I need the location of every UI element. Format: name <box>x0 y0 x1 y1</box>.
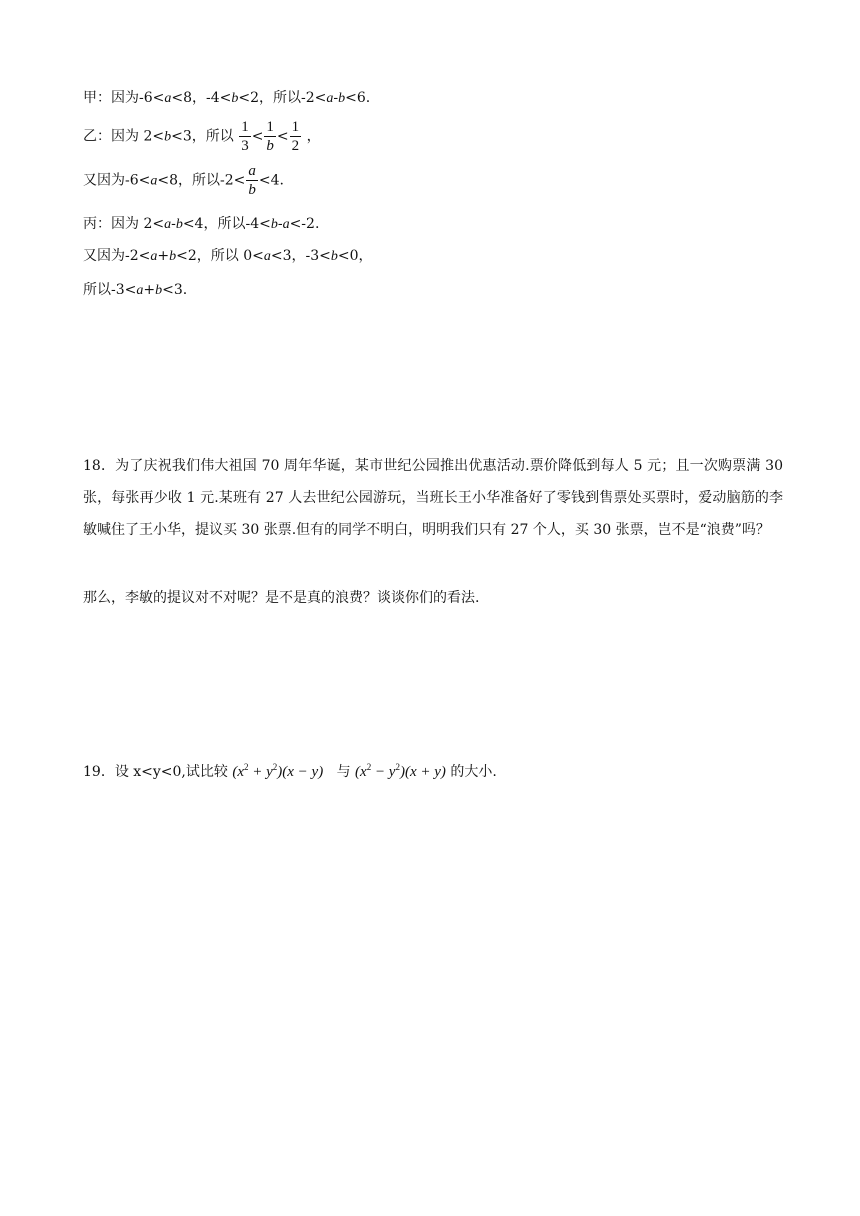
var: a <box>263 249 271 264</box>
text: 丙：因为 2< <box>83 216 165 232</box>
var: a <box>150 249 158 264</box>
var: b <box>175 217 183 232</box>
fraction <box>239 118 251 155</box>
text: - <box>171 216 176 232</box>
text: + <box>143 282 156 298</box>
denominator: b <box>266 138 274 154</box>
text: + <box>157 248 170 264</box>
line-jia <box>83 88 370 109</box>
math: (x <box>232 764 244 780</box>
numerator: 1 <box>241 119 249 135</box>
sup: 2 <box>395 762 400 772</box>
denominator: 3 <box>241 138 249 154</box>
question-18-prompt-text: 那么，李敏的提议对不对呢？是不是真的浪费？谈谈你们的看法. <box>83 590 480 606</box>
line-you <box>83 162 284 199</box>
text: <2，所以-2< <box>238 90 327 106</box>
question-18-prompt <box>83 588 479 608</box>
fraction <box>246 162 258 199</box>
text: < <box>276 128 289 145</box>
var: a <box>164 217 172 232</box>
var: a <box>150 173 158 189</box>
numerator: 1 <box>291 119 300 135</box>
question-18 <box>83 450 783 546</box>
text: <4. <box>258 172 284 189</box>
text: 又因为-6< <box>83 172 151 189</box>
sup: 2 <box>366 762 372 772</box>
text: <3，所以 <box>171 128 234 145</box>
text: 19．设 x<y<0,试比较 <box>83 764 228 780</box>
text: < <box>251 128 264 145</box>
line-you2 <box>83 246 373 267</box>
math: )(x − y) <box>277 764 324 780</box>
text: - <box>333 90 339 106</box>
expression-1 <box>232 764 323 780</box>
var: a <box>164 91 172 106</box>
denominator: 2 <box>291 138 300 154</box>
question-19 <box>83 762 497 782</box>
line-suoyi <box>83 280 187 301</box>
var: b <box>164 129 172 145</box>
text: 甲：因为-6< <box>83 90 165 106</box>
math: + y <box>248 764 273 780</box>
var: b <box>155 283 163 298</box>
text: 所以-3< <box>83 282 137 298</box>
numerator: 1 <box>266 119 274 135</box>
var: b <box>270 217 278 232</box>
text: <2，所以 0< <box>176 248 264 264</box>
text: 又因为-2< <box>83 248 151 264</box>
text: <3. <box>162 282 188 298</box>
line-bing <box>83 214 319 235</box>
fraction <box>290 118 302 155</box>
denominator: b <box>248 182 256 198</box>
text: <0， <box>337 248 373 264</box>
text: 与 <box>336 764 351 780</box>
var: b <box>231 91 239 106</box>
sup: 2 <box>272 762 278 772</box>
question-18-text: 18．为了庆祝我们伟大祖国 70 周年华诞，某市世纪公园推出优惠活动.票价降低到每人 5 元；且一次购票满 30 张，每张再少收 1 元.某班有 27 人去世纪公园游玩，当班长王小华准备好了零钱到售票处买票时，爱动脑筋的李敏喊住了王小华，提议买 30 张票.但有的同学不明白，明明我们只有 27 个人，买 30 张票，岂不是“浪费”吗？ <box>83 458 783 538</box>
numerator: a <box>248 163 256 179</box>
text: 的大小. <box>450 764 497 780</box>
text: - <box>277 216 283 232</box>
line-yi <box>83 118 321 155</box>
math: (x <box>355 764 367 780</box>
fraction <box>264 118 276 155</box>
math: )(x + y) <box>399 764 446 780</box>
text: 乙：因为 2< <box>83 128 165 145</box>
var: a <box>282 217 290 232</box>
sup: 2 <box>244 762 249 772</box>
var: a <box>326 91 334 106</box>
text: <8，-4< <box>171 90 232 106</box>
var: b <box>169 249 177 264</box>
text: <4，所以-4< <box>182 216 271 232</box>
text: ， <box>302 128 321 145</box>
text: <6. <box>345 90 371 106</box>
text: <-2. <box>289 216 320 232</box>
var: a <box>136 283 144 298</box>
text: <3，-3< <box>270 248 331 264</box>
text: <8，所以-2< <box>157 172 246 189</box>
var: b <box>330 249 338 264</box>
math: − y <box>371 764 396 780</box>
expression-2 <box>355 764 446 780</box>
var: b <box>338 91 346 106</box>
